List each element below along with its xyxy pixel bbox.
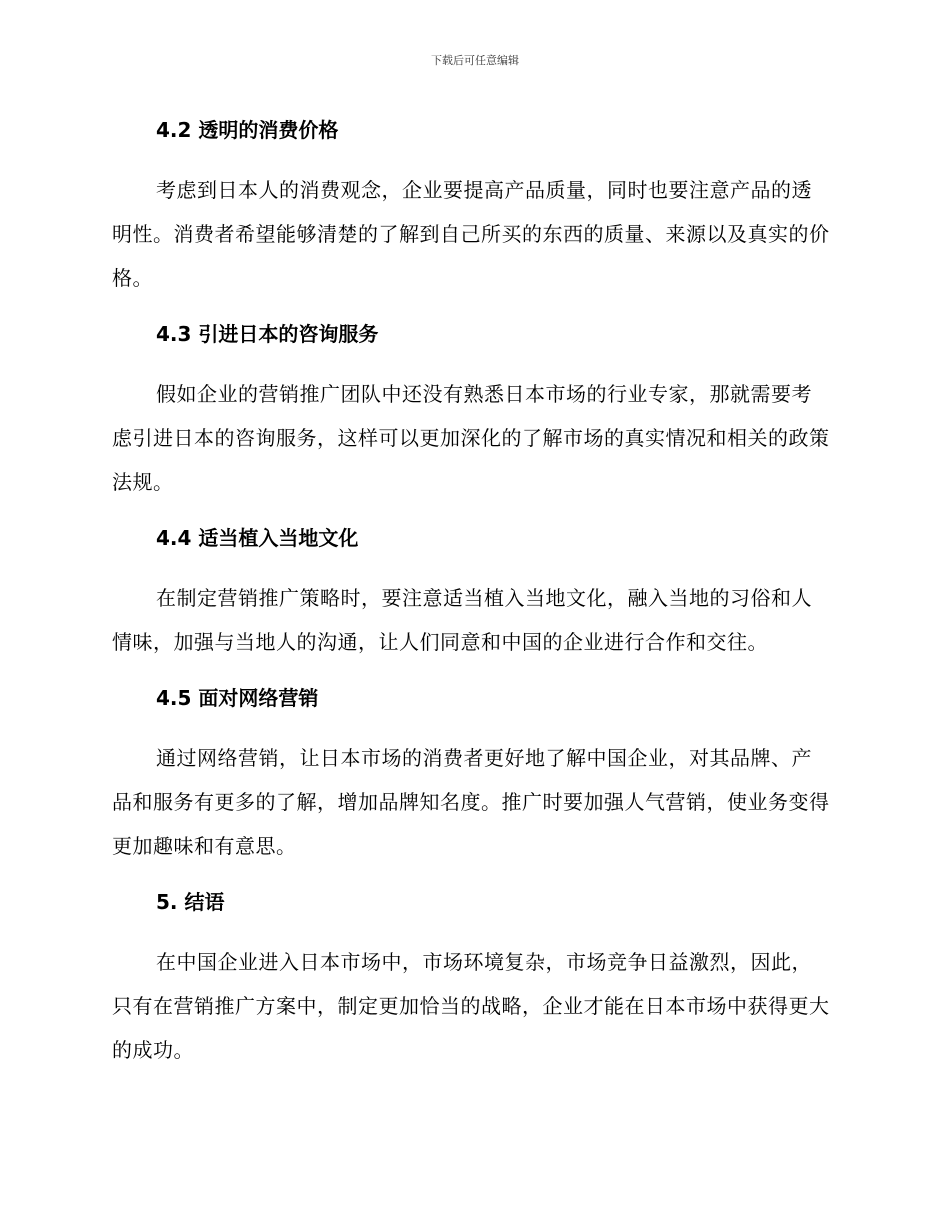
section-paragraph: 考虑到日本人的消费观念，企业要提高产品质量，同时也要注意产品的透明性。消费者希望能够清楚的了解到自己所买的东西的质量、来源以及真实的价格。 [112, 178, 830, 290]
section-paragraph: 通过网络营销，让日本市场的消费者更好地了解中国企业，对其品牌、产品和服务有更多的了解，增加品牌知名度。推广时要加强人气营销，使业务变得更加趣味和有意思。 [112, 746, 830, 858]
section-paragraph: 在制定营销推广策略时，要注意适当植入当地文化，融入当地的习俗和人情味，加强与当地人的沟通，让人们同意和中国的企业进行合作和交往。 [112, 586, 812, 654]
page-header: 下载后可任意编辑 [431, 54, 519, 67]
section-5-conclusion [112, 888, 832, 1072]
section-heading: 4.3 引进日本的咨询服务 [156, 322, 379, 346]
section-4-5 [112, 684, 832, 868]
section-heading: 4.5 面对网络营销 [156, 686, 319, 710]
section-paragraph: 假如企业的营销推广团队中还没有熟悉日本市场的行业专家，那就需要考虑引进日本的咨询服务，这样可以更加深化的了解市场的真实情况和相关的政策法规。 [112, 382, 830, 494]
section-paragraph: 在中国企业进入日本市场中，市场环境复杂，市场竞争日益激烈，因此，只有在营销推广方案中，制定更加恰当的战略，企业才能在日本市场中获得更大的成功。 [112, 950, 830, 1062]
section-heading: 5. 结语 [156, 890, 225, 914]
section-4-4 [112, 524, 832, 664]
section-heading: 4.4 适当植入当地文化 [156, 526, 359, 550]
section-4-3 [112, 320, 832, 504]
section-4-2 [112, 116, 832, 300]
section-heading: 4.2 透明的消费价格 [156, 118, 339, 142]
